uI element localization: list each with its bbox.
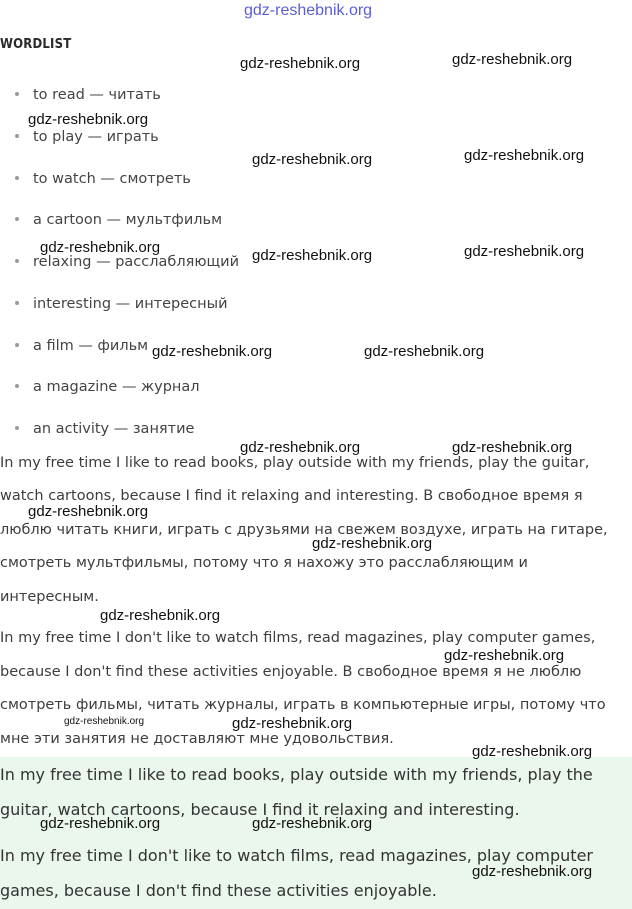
watermark: gdz-reshebnik.org xyxy=(240,55,361,72)
answer-line: guitar, watch cartoons, because I find it relaxing and interesting. xyxy=(0,800,520,819)
bullet-icon xyxy=(15,217,19,221)
bullet-icon xyxy=(15,134,19,138)
list-item: to read — читать xyxy=(15,87,161,103)
watermark: gdz-reshebnik.org xyxy=(472,863,593,880)
watermark: gdz-reshebnik.org xyxy=(40,815,161,832)
paragraph-line: интересным. xyxy=(0,589,99,605)
watermark: gdz-reshebnik.org xyxy=(252,247,373,264)
paragraph-line: смотреть фильмы, читать журналы, играть в компьютерные игры, потому что xyxy=(0,697,606,713)
watermark: gdz-reshebnik.org xyxy=(28,111,149,128)
bullet-icon xyxy=(15,176,19,180)
bullet-icon xyxy=(15,301,19,305)
watermark: gdz-reshebnik.org xyxy=(252,815,373,832)
bullet-icon xyxy=(15,343,19,347)
watermark: gdz-reshebnik.org xyxy=(452,51,573,68)
bullet-icon xyxy=(15,92,19,96)
watermark: gdz-reshebnik.org xyxy=(152,343,273,360)
watermark: gdz-reshebnik.org xyxy=(252,151,373,168)
list-item: a magazine — журнал xyxy=(15,379,200,395)
watermark: gdz-reshebnik.org xyxy=(100,607,221,624)
list-item: relaxing — расслабляющий xyxy=(15,254,239,270)
answer-line: In my free time I like to read books, play outside with my friends, play the xyxy=(0,765,593,784)
paragraph-line: In my free time I don't like to watch films, read magazines, play computer games, xyxy=(0,630,596,646)
watermark: gdz-reshebnik.org xyxy=(312,535,433,552)
list-item: a film — фильм xyxy=(15,338,148,354)
paragraph-line: люблю читать книги, играть с друзьями на свежем воздухе, играть на гитаре, xyxy=(0,522,608,538)
watermark: gdz-reshebnik.org xyxy=(444,647,565,664)
watermark: gdz-reshebnik.org xyxy=(364,343,485,360)
list-item: a cartoon — мультфильм xyxy=(15,212,222,228)
bullet-icon xyxy=(15,384,19,388)
wordlist-heading: WORDLIST xyxy=(0,37,72,52)
watermark: gdz-reshebnik.org xyxy=(452,439,573,456)
watermark: gdz-reshebnik.org xyxy=(472,743,593,760)
watermark: gdz-reshebnik.org xyxy=(464,147,585,164)
paragraph-line: мне эти занятия не доставляют мне удовольствия. xyxy=(0,731,394,747)
paragraph-line: In my free time I like to read books, play outside with my friends, play the guitar, xyxy=(0,455,590,471)
watermark: gdz-reshebnik.org xyxy=(464,243,585,260)
watermark: gdz-reshebnik.org xyxy=(40,239,161,256)
watermark: gdz-reshebnik.org xyxy=(64,716,145,727)
list-item: to watch — смотреть xyxy=(15,171,191,187)
answer-line: games, because I don't find these activities enjoyable. xyxy=(0,881,437,900)
list-item: to play — играть xyxy=(15,129,159,145)
paragraph-line: watch cartoons, because I find it relaxing and interesting. В свободное время я xyxy=(0,488,583,504)
answer-line: In my free time I don't like to watch films, read magazines, play computer xyxy=(0,846,593,865)
list-item: an activity — занятие xyxy=(15,421,194,437)
watermark: gdz-reshebnik.org xyxy=(232,715,353,732)
watermark: gdz-reshebnik.org xyxy=(240,439,361,456)
list-item: interesting — интересный xyxy=(15,296,228,312)
watermark: gdz-reshebnik.org xyxy=(28,503,149,520)
paragraph-line: смотреть мультфильмы, потому что я нахожу это расслабляющим и xyxy=(0,555,528,571)
watermark: gdz-reshebnik.org xyxy=(244,2,373,19)
bullet-icon xyxy=(15,426,19,430)
bullet-icon xyxy=(15,259,19,263)
paragraph-line: because I don't find these activities enjoyable. В свободное время я не люблю xyxy=(0,664,582,680)
